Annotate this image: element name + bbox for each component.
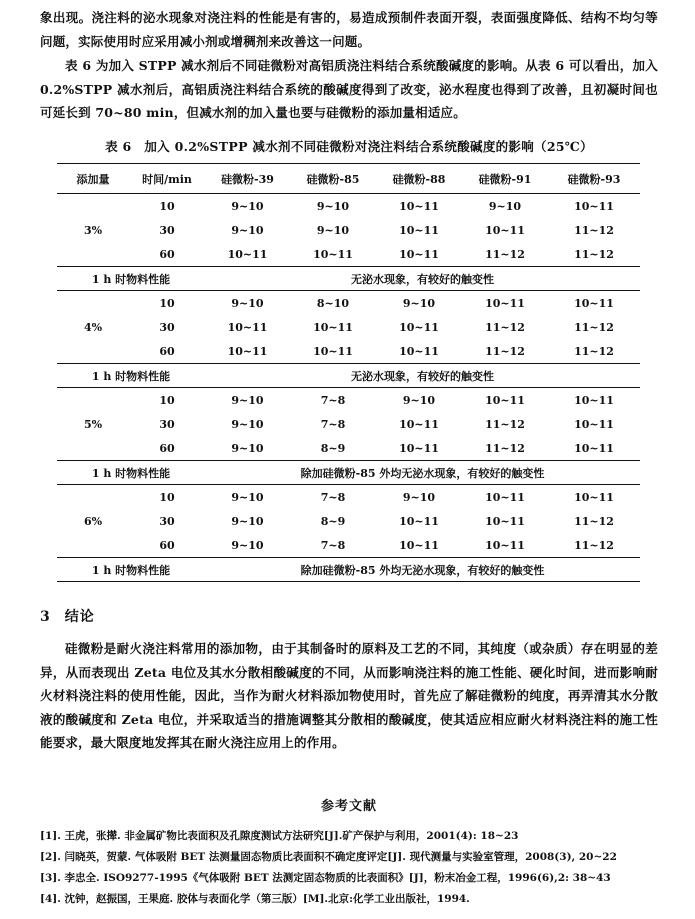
note-label: 1 h 时物料性能 xyxy=(91,272,171,286)
value-cell: 9~10 xyxy=(231,417,264,431)
section-title: 结论 xyxy=(64,609,95,625)
time-cell: 60 xyxy=(159,344,175,358)
value-cell: 10~11 xyxy=(399,247,439,261)
table-row xyxy=(57,291,640,316)
value-cell: 11~12 xyxy=(485,247,525,261)
value-cell: 10~11 xyxy=(313,320,353,334)
value-cell: 7~8 xyxy=(320,417,346,431)
table-row xyxy=(57,194,640,219)
value-cell: 9~10 xyxy=(231,490,264,504)
header-cell: 硅微粉-91 xyxy=(478,172,532,186)
amount-cell: 6% xyxy=(83,514,103,528)
value-cell: 10~11 xyxy=(399,223,439,237)
value-cell: 10~11 xyxy=(399,538,439,552)
note-label: 1 h 时物料性能 xyxy=(91,369,171,383)
section-heading xyxy=(40,606,109,626)
conclusion-paragraph: 硅微粉是耐火浇注料常用的添加物，由于其制备时的原料及工艺的不同，其纯度（或杂质）存在明显的差异，从而表现出 Zeta 电位及其水分散相酸碱度的不同，从而影响浇注料的施工性能、硬化时间，进而影响耐火材料浇注料的使用性能，因此，当作为耐火材料添加物使用时，首先应了解硅微粉的纯度，再弄清其水分散液的酸碱度和 Zeta 电位，并采取适当的措施调整其分散相的酸碱度，使其适应相应耐火材料浇注料的施工性能要求，最大限度地发挥其在耐火浇注应用上的作用。 xyxy=(40,641,658,750)
value-cell: 10~11 xyxy=(313,344,353,358)
reference-list xyxy=(40,826,670,910)
value-cell: 10~11 xyxy=(574,490,614,504)
value-cell: 10~11 xyxy=(313,247,353,261)
section-number: 3 xyxy=(40,609,51,625)
value-cell: 9~10 xyxy=(231,538,264,552)
table-row xyxy=(57,412,640,436)
value-cell: 10~11 xyxy=(399,199,439,213)
value-cell: 10~11 xyxy=(399,417,439,431)
value-cell: 10~11 xyxy=(485,393,525,407)
value-cell: 9~10 xyxy=(231,296,264,310)
amount-cell: 3% xyxy=(83,223,103,237)
table-note-row xyxy=(57,267,640,291)
value-cell: 8~10 xyxy=(316,296,350,310)
time-cell: 30 xyxy=(159,514,175,528)
time-cell: 10 xyxy=(159,393,175,407)
header-cell: 硅微粉-39 xyxy=(221,172,274,186)
value-cell: 10~11 xyxy=(574,296,614,310)
table-note-row xyxy=(57,461,640,485)
value-cell: 10~11 xyxy=(399,514,439,528)
time-cell: 60 xyxy=(159,538,175,552)
table-row xyxy=(57,242,640,267)
value-cell: 10~11 xyxy=(574,393,614,407)
header-cell: 硅微粉-85 xyxy=(306,172,360,186)
note-text: 除加硅微粉-85 外均无泌水现象，有较好的触变性 xyxy=(300,563,545,577)
table-row xyxy=(57,315,640,339)
value-cell: 11~12 xyxy=(574,320,614,334)
value-cell: 11~12 xyxy=(485,344,525,358)
value-cell: 11~12 xyxy=(574,247,614,261)
value-cell: 9~10 xyxy=(231,393,264,407)
header-cell: 硅微粉-93 xyxy=(567,172,621,186)
value-cell: 10~11 xyxy=(399,344,439,358)
value-cell: 11~12 xyxy=(485,417,525,431)
note-text: 无泌水现象，有较好的触变性 xyxy=(351,272,494,286)
value-cell: 10~11 xyxy=(485,490,525,504)
value-cell: 9~10 xyxy=(402,490,436,504)
value-cell: 11~12 xyxy=(574,514,614,528)
note-text: 除加硅微粉-85 外均无泌水现象，有较好的触变性 xyxy=(300,466,545,480)
value-cell: 10~11 xyxy=(399,320,439,334)
table-row xyxy=(57,339,640,364)
table-caption: 表 6 加入 0.2%STPP 减水剂不同硅微粉对浇注料结合系统酸碱度的影响（25℃） xyxy=(105,139,593,154)
value-cell: 10~11 xyxy=(485,538,525,552)
value-cell: 7~8 xyxy=(320,538,346,552)
reference-item: [3]. 李忠全. ISO9277-1995《气体吸附 BET 法测定固态物质的比表面积》[J]，粉末冶金工程，1996(6),2: 38~43 xyxy=(40,872,611,884)
header-cell: 时间/min xyxy=(142,172,192,186)
ph-table xyxy=(57,163,640,582)
header-cell: 添加量 xyxy=(76,172,110,186)
table-intro-paragraph: 表 6 为加入 STPP 减水剂后不同硅微粉对高铝质浇注料结合系统酸碱度的影响。从表 6 可以看出，加入 0.2%STPP 减水剂后，高铝质浇注料结合系统的酸碱度得到了改变，泌水程度也得到了改善，且初凝时间也可延长到 70~80 min，但减水剂的加入量也要与硅微粉的添加量相适应。 xyxy=(40,58,658,120)
time-cell: 30 xyxy=(159,417,175,431)
table-row xyxy=(57,436,640,461)
value-cell: 7~8 xyxy=(320,393,346,407)
table-row xyxy=(57,388,640,413)
value-cell: 8~9 xyxy=(320,514,346,528)
time-cell: 30 xyxy=(159,223,175,237)
note-text: 无泌水现象，有较好的触变性 xyxy=(351,369,494,383)
value-cell: 11~12 xyxy=(485,320,525,334)
time-cell: 10 xyxy=(159,296,175,310)
value-cell: 11~12 xyxy=(574,344,614,358)
value-cell: 9~10 xyxy=(231,441,264,455)
time-cell: 60 xyxy=(159,441,175,455)
value-cell: 9~10 xyxy=(488,199,522,213)
note-label: 1 h 时物料性能 xyxy=(91,466,171,480)
header-cell: 硅微粉-88 xyxy=(392,172,446,186)
value-cell: 11~12 xyxy=(574,223,614,237)
value-cell: 10~11 xyxy=(227,320,268,334)
amount-cell: 4% xyxy=(83,320,103,334)
value-cell: 11~12 xyxy=(485,441,525,455)
value-cell: 10~11 xyxy=(485,514,525,528)
amount-cell: 5% xyxy=(83,417,103,431)
value-cell: 9~10 xyxy=(402,393,436,407)
value-cell: 10~11 xyxy=(227,344,268,358)
value-cell: 9~10 xyxy=(231,223,264,237)
references-heading: 参考文献 xyxy=(320,799,377,814)
value-cell: 9~10 xyxy=(231,514,264,528)
table-row xyxy=(57,485,640,510)
value-cell: 9~10 xyxy=(316,199,350,213)
table-note-row xyxy=(57,558,640,582)
value-cell: 10~11 xyxy=(574,441,614,455)
value-cell: 8~9 xyxy=(320,441,346,455)
value-cell: 11~12 xyxy=(574,538,614,552)
time-cell: 10 xyxy=(159,199,175,213)
table-row xyxy=(57,533,640,558)
value-cell: 9~10 xyxy=(316,223,350,237)
reference-item: [2]. 闫晓英，贺蒙. 气体吸附 BET 法测量固态物质比表面积不确定度评定[J]. 现代测量与实验室管理，2008(3), 20~22 xyxy=(40,851,617,863)
time-cell: 10 xyxy=(159,490,175,504)
time-cell: 30 xyxy=(159,320,175,334)
time-cell: 60 xyxy=(159,247,175,261)
value-cell: 7~8 xyxy=(320,490,346,504)
value-cell: 10~11 xyxy=(485,296,525,310)
value-cell: 10~11 xyxy=(399,441,439,455)
value-cell: 9~10 xyxy=(231,199,264,213)
table-header-row xyxy=(57,164,640,194)
table-row xyxy=(57,509,640,533)
reference-item: [1]. 王虎，张撵. 非金属矿物比表面积及孔隙度测试方法研究[J].矿产保护与利用，2001(4): 18~23 xyxy=(40,830,519,842)
value-cell: 9~10 xyxy=(402,296,436,310)
reference-item: [4]. 沈钟，赵振国，王果庭. 胶体与表面化学（第三版）[M].北京:化学工业出版社，1994. xyxy=(40,893,470,905)
top-paragraph: 象出现。浇注料的泌水现象对浇注料的性能是有害的，易造成预制件表面开裂，表面强度降低、结构不均匀等问题，实际使用时应采用减小剂或增稠剂来改善这一问题。 xyxy=(40,10,658,49)
value-cell: 10~11 xyxy=(574,199,614,213)
value-cell: 10~11 xyxy=(485,223,525,237)
note-label: 1 h 时物料性能 xyxy=(91,563,171,577)
table-row xyxy=(57,218,640,242)
value-cell: 10~11 xyxy=(227,247,268,261)
value-cell: 10~11 xyxy=(574,417,614,431)
table-note-row xyxy=(57,364,640,388)
